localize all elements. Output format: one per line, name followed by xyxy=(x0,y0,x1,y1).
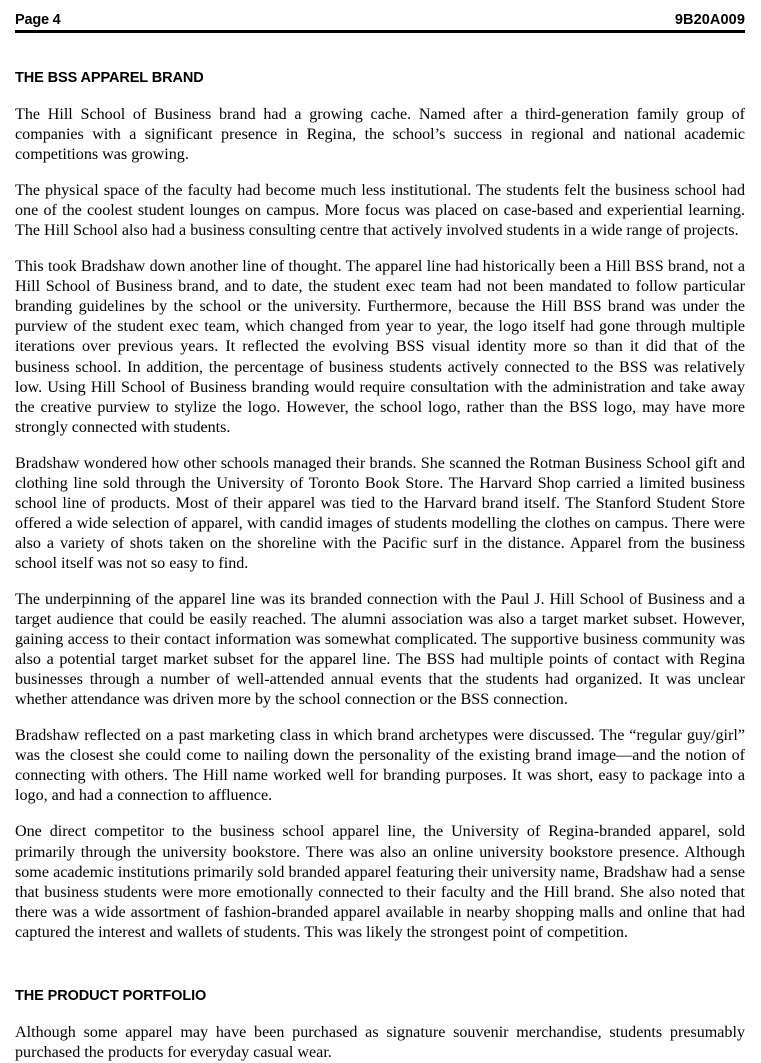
section-heading-bss-apparel-brand: THE BSS APPAREL BRAND xyxy=(15,70,204,86)
paragraph: Bradshaw reflected on a past marketing class in which brand archetypes were discussed. The “regular guy/girl” was the closest she could come to nailing down the personality of the existing brand image—and the notion of connecting with others. The Hill name worked well for branding purposes. It was short, easy to package into a logo, and had a connection to affluence. xyxy=(15,727,745,805)
paragraph: This took Bradshaw down another line of thought. The apparel line had historically been a Hill BSS brand, not a Hill School of Business brand, and to date, the student exec team had not been mandated to follow particular branding guidelines by the school or the university. Furthermore, because the Hill BSS brand was under the purview of the student exec team, which changed from year to year, the logo itself had gone through multiple iterations over previous years. It reflected the evolving BSS visual identity more so than it did that of the business school. In addition, the percentage of business students actively connected to the BSS was relatively low. Using Hill School of Business branding would require consultation with the administration and take away the creative purview to stylize the logo. However, the school logo, rather than the BSS logo, may have more strongly connected with students. xyxy=(15,258,745,436)
document-id-label: 9B20A009 xyxy=(674,12,745,28)
page-header xyxy=(15,0,745,28)
section-heading-product-portfolio: THE PRODUCT PORTFOLIO xyxy=(15,987,207,1004)
document-body xyxy=(15,69,745,1063)
section-heading-block-2 xyxy=(15,987,745,1005)
paragraph: The physical space of the faculty had become much less institutional. The students felt the business school had one of the coolest student lounges on campus. More focus was placed on case-based and experiential learning. The Hill School also had a business consulting centre that actively involved students in a wide range of projects. xyxy=(15,182,745,240)
paragraph: The underpinning of the apparel line was its branded connection with the Paul J. Hill School of Business and a target audience that could be easily reached. The alumni association was also a target market subset. However, gaining access to their contact information was somewhat complicated. The supportive business community was also a potential target market subset for the apparel line. The BSS had multiple points of contact with Regina businesses through a number of well-attended annual events that the students had organized. It was unclear whether attendance was driven more by the school connection or the BSS connection. xyxy=(15,590,745,709)
paragraph: Although some apparel may have been purchased as signature souvenir merchandise, students presumably purchased the products for everyday casual wear. xyxy=(15,1023,745,1061)
header-divider-rule xyxy=(15,30,745,33)
page-number-label: Page 4 xyxy=(15,12,61,28)
section-heading-block-1 xyxy=(15,69,745,87)
paragraph: Bradshaw wondered how other schools managed their brands. She scanned the Rotman Business School gift and clothing line sold through the University of Toronto Book Store. The Harvard Shop carried a limited business school line of products. Most of their apparel was tied to the Harvard brand itself. The Stanford Student Store offered a wide selection of apparel, with candid images of students modelling the clothes on campus. There were also a variety of shots taken on the shoreline with the Pacific surf in the distance. Apparel from the business school itself was not so easy to find. xyxy=(15,454,745,572)
paragraph: The Hill School of Business brand had a growing cache. Named after a third-generation family group of companies with a significant presence in Regina, the school’s success in regional and national academic competitions was growing. xyxy=(15,106,745,164)
paragraph: One direct competitor to the business school apparel line, the University of Regina-branded apparel, sold primarily through the university bookstore. There was also an online university bookstore presence. Although some academic institutions primarily sold branded apparel featuring their university name, Bradshaw had a sense that business students were more emotionally connected to their faculty and the Hill brand. She also noted that there was a wide assortment of fashion-branded apparel available in nearby shopping malls and online that had captured the interest and wallets of students. This was likely the strongest point of competition. xyxy=(15,823,745,941)
